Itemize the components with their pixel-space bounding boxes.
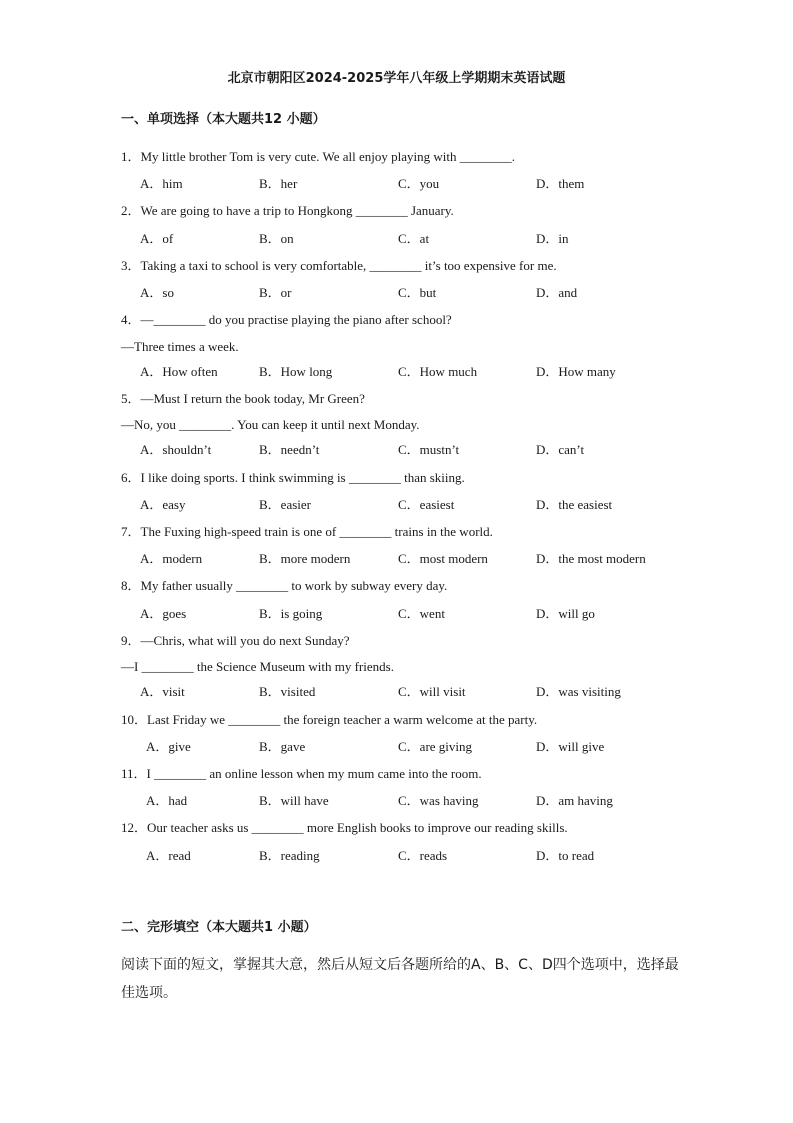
answer-option-d: D．the most modern bbox=[536, 551, 646, 566]
answer-option-c: C．reads bbox=[398, 848, 448, 863]
answer-option-c: C．most modern bbox=[398, 551, 488, 566]
answer-option-a: A．give bbox=[146, 739, 191, 754]
answer-option-b: B．needn’t bbox=[259, 442, 320, 457]
question-stem: 11．I ________ an online lesson when my mum came into the room. bbox=[121, 766, 482, 781]
question-stem: 3．Taking a taxi to school is very comfortable, ________ it’s too expensive for me. bbox=[121, 258, 557, 273]
question-stem: 12．Our teacher asks us ________ more English books to improve our reading skills. bbox=[121, 820, 568, 835]
answer-option-c: C．are giving bbox=[398, 739, 473, 754]
question-dialog-line: —No, you ________. You can keep it until next Monday. bbox=[121, 417, 420, 432]
question-dialog-line: —I ________ the Science Museum with my friends. bbox=[121, 659, 394, 674]
answer-option-c: C．mustn’t bbox=[398, 442, 460, 457]
answer-option-b: B．How long bbox=[259, 364, 333, 379]
answer-option-b: B．more modern bbox=[259, 551, 351, 566]
answer-option-d: D．the easiest bbox=[536, 497, 613, 512]
answer-option-d: D．can’t bbox=[536, 442, 585, 457]
answer-option-a: A．modern bbox=[140, 551, 203, 566]
answer-option-d: D．and bbox=[536, 285, 578, 300]
answer-option-a: A．of bbox=[140, 231, 174, 246]
answer-option-d: D．them bbox=[536, 176, 585, 191]
answer-option-a: A．him bbox=[140, 176, 183, 191]
question-stem: 7．The Fuxing high-speed train is one of ________ trains in the world. bbox=[121, 524, 493, 539]
answer-option-d: D．am having bbox=[536, 793, 613, 808]
answer-option-d: D．to read bbox=[536, 848, 595, 863]
question-stem: 8．My father usually ________ to work by subway every day. bbox=[121, 578, 448, 593]
answer-option-c: C．at bbox=[398, 231, 430, 246]
question-stem: 5．—Must I return the book today, Mr Green? bbox=[121, 391, 365, 406]
answer-option-b: B．on bbox=[259, 231, 294, 246]
section-2-instruction: 阅读下面的短文，掌握其大意，然后从短文后各题所给的A、B、C、D四个选项中，选择最佳选项。 bbox=[121, 957, 679, 1001]
question-dialog-line: —Three times a week. bbox=[121, 339, 239, 354]
answer-option-b: B．or bbox=[259, 285, 292, 300]
answer-option-d: D．in bbox=[536, 231, 569, 246]
question-stem: 4．—________ do you practise playing the piano after school? bbox=[121, 312, 452, 327]
answer-option-c: C．easiest bbox=[398, 497, 455, 512]
answer-option-b: B．will have bbox=[259, 793, 329, 808]
answer-option-c: C．but bbox=[398, 285, 437, 300]
question-stem: 1．My little brother Tom is very cute. We all enjoy playing with ________. bbox=[121, 149, 516, 164]
answer-option-c: C．How much bbox=[398, 364, 478, 379]
answer-option-c: C．will visit bbox=[398, 684, 466, 699]
answer-option-b: B．her bbox=[259, 176, 298, 191]
answer-option-b: B．is going bbox=[259, 606, 323, 621]
answer-option-a: A．shouldn’t bbox=[140, 442, 212, 457]
section-2-heading: 二、完形填空（本大题共1 小题） bbox=[121, 920, 317, 935]
answer-option-a: A．easy bbox=[140, 497, 186, 512]
answer-option-b: B．gave bbox=[259, 739, 306, 754]
answer-option-c: C．went bbox=[398, 606, 445, 621]
answer-option-d: D．How many bbox=[536, 364, 616, 379]
answer-option-a: A．visit bbox=[140, 684, 185, 699]
section-1-heading: 一、单项选择（本大题共12 小题） bbox=[121, 112, 326, 127]
answer-option-b: B．reading bbox=[259, 848, 320, 863]
question-stem: 6．I like doing sports. I think swimming is ________ than skiing. bbox=[121, 470, 465, 485]
answer-option-d: D．will give bbox=[536, 739, 605, 754]
answer-option-a: A．so bbox=[140, 285, 174, 300]
answer-option-c: C．you bbox=[398, 176, 440, 191]
answer-option-a: A．goes bbox=[140, 606, 187, 621]
question-stem: 2．We are going to have a trip to Hongkong ________ January. bbox=[121, 203, 454, 218]
answer-option-c: C．was having bbox=[398, 793, 479, 808]
answer-option-b: B．visited bbox=[259, 684, 316, 699]
document-title: 北京市朝阳区2024-2025学年八年级上学期期末英语试题 bbox=[227, 71, 566, 86]
answer-option-a: A．had bbox=[146, 793, 188, 808]
answer-option-a: A．How often bbox=[140, 364, 218, 379]
question-stem: 10．Last Friday we ________ the foreign teacher a warm welcome at the party. bbox=[121, 712, 538, 727]
answer-option-b: B．easier bbox=[259, 497, 311, 512]
answer-option-a: A．read bbox=[146, 848, 191, 863]
question-stem: 9．—Chris, what will you do next Sunday? bbox=[121, 633, 350, 648]
answer-option-d: D．will go bbox=[536, 606, 595, 621]
answer-option-d: D．was visiting bbox=[536, 684, 621, 699]
